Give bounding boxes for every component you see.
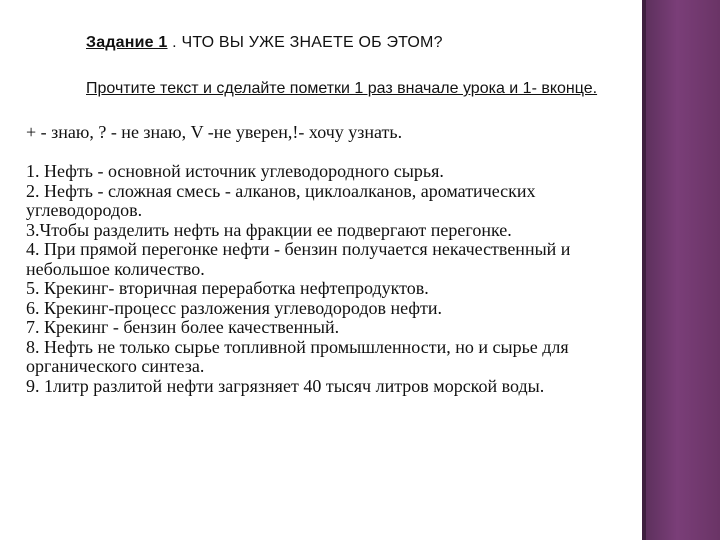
statements-list [26,162,641,396]
task-label: Задание 1 [86,34,168,51]
instruction-text: Прочтите текст и сделайте пометки 1 раз вначале урока и 1- вконце. [86,80,598,97]
statement-item: 6. Крекинг-процесс разложения углеводородов нефти. [26,297,443,318]
statement-item: 4. При прямой перегонке нефти - бензин получается некачественный и небольшое количество. [26,239,571,279]
marks-legend: + - знаю, ? - не знаю, V -не уверен,!- хочу узнать. [26,122,403,142]
statement-item: 3.Чтобы разделить нефть на фракции ее подвергают перегонке. [26,219,512,240]
statement-item: 5. Крекинг- вторичная переработка нефтепродуктов. [26,278,429,298]
task-title: . ЧТО ВЫ УЖЕ ЗНАЕТЕ ОБ ЭТОМ? [167,34,443,51]
task-heading [86,34,443,52]
statement-item: 2. Нефть - сложная смесь - алканов, циклоалканов, ароматических углеводородов. [26,180,536,220]
statement-item: 8. Нефть не только сырье топливной промышленности, но и сырье для органического синтеза. [26,336,569,376]
statement-item: 9. 1литр разлитой нефти загрязняет 40 тысяч литров морской воды. [26,375,545,396]
statement-item: 7. Крекинг - бензин более качественный. [26,317,340,337]
statement-item: 1. Нефть - основной источник углеводородного сырья. [26,161,444,181]
